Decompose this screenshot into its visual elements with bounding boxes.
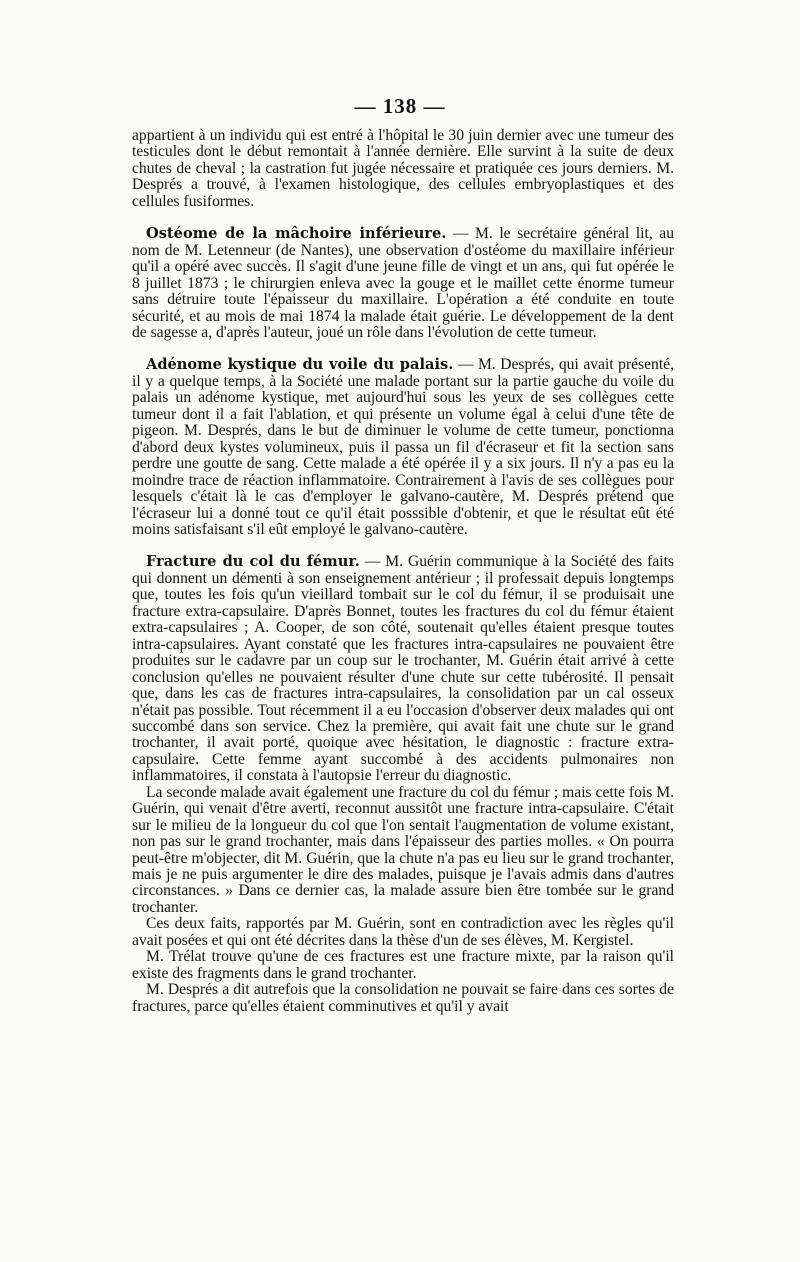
section-heading: Adénome kystique du voile du palais. bbox=[146, 356, 454, 374]
section-fracture bbox=[132, 554, 674, 784]
paragraph-continuation bbox=[132, 128, 674, 210]
paragraph: M. Trélat trouve qu'une de ces fractures est une fracture mixte, par la raison qu'il existe des fragments dans le grand trochanter. bbox=[132, 948, 674, 982]
section-heading: Fracture du col du fémur. bbox=[146, 553, 360, 571]
section-adenome bbox=[132, 357, 674, 538]
text-column bbox=[132, 128, 674, 1015]
paragraph-text: — M. le secrétaire général lit, au nom de M. Letenneur (de Nantes), une observation d'ostéome du maxillaire inférieur qu'il a opéré avec succès. Il s'agit d'une jeune fille de vingt et un ans, qui fut opérée le 8 juillet 1873 ; le chirurgien enleva avec la gouge et le maillet cette énorme tumeur sans détruire toute l'épaisseur du maxillaire. L'opération a été conduite en toute sécurité, et au mois de mai 1874 la malade était guérie. Le développement de la dent de sagesse a, d'après l'auteur, joué un rôle dans l'évolution de cette tumeur. bbox=[132, 225, 674, 341]
paragraph-text: — M. Guérin communique à la Société des faits qui donnent un démenti à son enseignement antérieur ; il professait depuis longtemps que, toutes les fois qu'un vieillard tombait sur le col du fémur, il se produisait une fracture extra-capsulaire. D'après Bonnet, toutes les fractures du col du fémur étaient extra-capsulaires ; A. Cooper, de son côté, soutenait qu'elles étaient presque toutes intra-capsulaires. Ayant constaté que les fractures intra-capsulaires ne pouvaient être produites sur le cadavre par un coup sur le trochanter, M. Guérin était arrivé à cette conclusion qu'elles ne pouvaient résulter d'une chute sur cette tubérosité. Il pensait que, dans les cas de fractures intra-capsulaires, la consolidation par un cal osseux n'était pas possible. Tout récemment il a eu l'occasion d'observer deux malades qui ont succombé dans son service. Chez la première, qui avait fait une chute sur le grand trochanter, il avait porté, quoique avec hésitation, le diagnostic : fracture extra-capsulaire. Cette femme ayant succombé à des accidents pulmonaires non inflammatoires, il constata à l'autopsie l'erreur du diagnostic. bbox=[132, 553, 674, 785]
paragraph-text: — M. Després, qui avait présenté, il y a quelque temps, à la Société une malade portant sur la partie gauche du voile du palais un adénome kystique, met aujourd'hui sous les yeux de ses collègues cette tumeur dont il a fait l'ablation, et qui présente un volume égal à celui d'une tête de pigeon. M. Després, dans le but de diminuer le volume de cette tumeur, ponctionna d'abord deux kystes volumineux, puis il passa un fil d'écraseur et fit la section sans perdre une goutte de sang. Cette malade a été opérée il y a six jours. Il n'y a pas eu la moindre trace de réaction inflammatoire. Contrairement à l'avis de ses collègues pour lesquels c'était là le cas d'employer le galvano-cautère, M. Després prétend que l'écraseur lui a donné tout ce qu'il était posssible d'obtenir, et que le résultat eût été moins satisfaisant s'il eût employé le galvano-cautère. bbox=[132, 356, 674, 538]
paragraph: M. Després a dit autrefois que la consolidation ne pouvait se faire dans ces sortes de fractures, parce qu'elles étaient comminutives et qu'il y avait bbox=[132, 981, 674, 1015]
paragraph: Ces deux faits, rapportés par M. Guérin, sont en contradiction avec les règles qu'il avait posées et qui ont été décrites dans la thèse d'un de ses élèves, M. Kergistel. bbox=[132, 915, 674, 949]
page-number: — 138 — bbox=[354, 94, 446, 118]
paragraph: La seconde malade avait également une fracture du col du fémur ; mais cette fois M. Guérin, qui venait d'être averti, reconnut aussitôt une fracture intra-capsulaire. C'était sur le milieu de la longueur du col que l'on sentait l'augmentation de volume existant, non pas sur le grand trochanter, mais dans l'épaisseur des parties molles. « On pourra peut-être m'objecter, dit M. Guérin, que la chute n'a pas eu lieu sur le grand trochanter, mais je ne puis argumenter le dire des malades, puisque je l'avais admis dans d'autres circonstances. » Dans ce dernier cas, la malade assure bien être tombée sur le grand trochanter. bbox=[132, 783, 674, 916]
paragraph-text: appartient à un individu qui est entré à l'hôpital le 30 juin dernier avec une tumeur des testicules dont le début remontait à l'année dernière. Elle survint à la suite de deux chutes de cheval ; la castration fut jugée nécessaire et pratiquée ces jours derniers. M. Després a trouvé, à l'examen histologique, des cellules embryoplastiques et des cellules fusiformes. bbox=[132, 127, 674, 210]
section-osteome bbox=[132, 226, 674, 341]
section-heading: Ostéome de la mâchoire inférieure. bbox=[146, 225, 447, 243]
